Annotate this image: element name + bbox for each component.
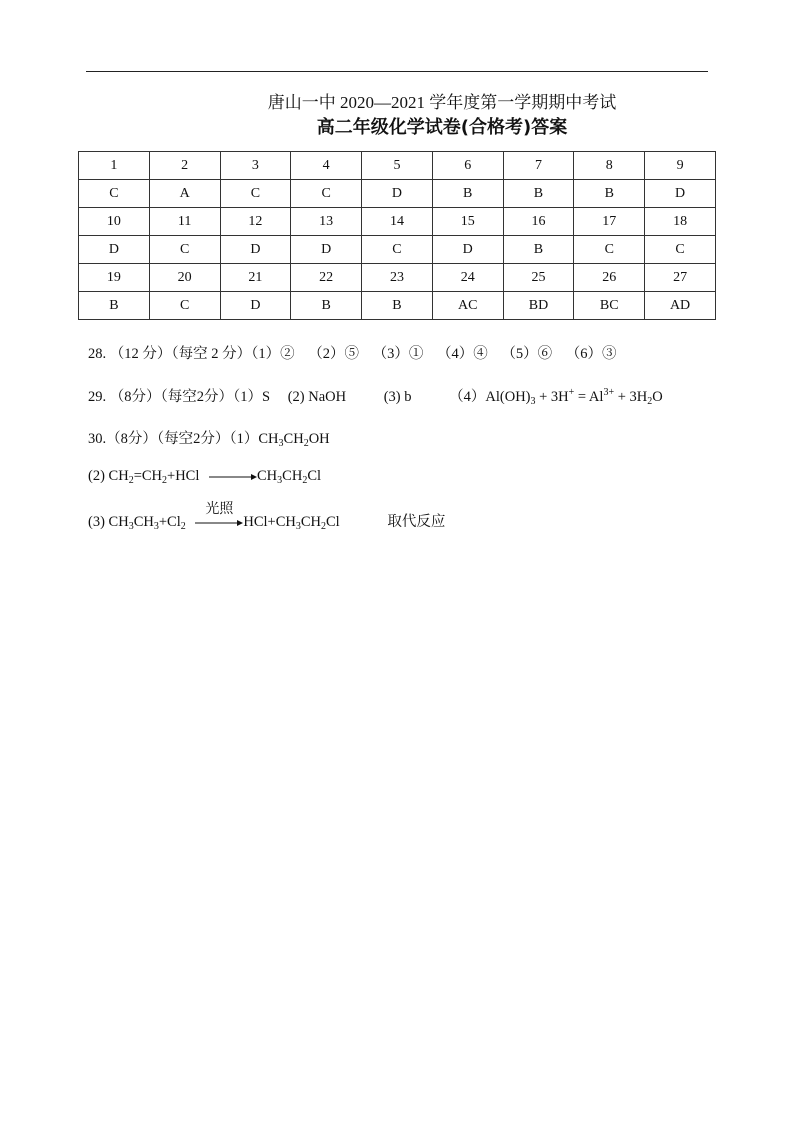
answer-cell: D: [220, 292, 291, 320]
question-number-cell: 22: [291, 264, 362, 292]
answer-title: 高二年级化学试卷(合格考)答案: [316, 117, 568, 138]
question-number-cell: 8: [574, 152, 645, 180]
question-number-cell: 27: [645, 264, 716, 292]
answer-cell: AC: [432, 292, 503, 320]
answer-cell: D: [291, 236, 362, 264]
answer-cell: AD: [645, 292, 716, 320]
q30-part-2: (2) $CH_2=CH_2+HCl$ $CH_3CH_2Cl$: [88, 468, 322, 486]
question-number-cell: 17: [574, 208, 645, 236]
question-number-cell: 26: [574, 264, 645, 292]
question-number-cell: 15: [432, 208, 503, 236]
question-number-cell: 10: [79, 208, 150, 236]
answer-cell: A: [149, 180, 220, 208]
question-number-cell: 6: [432, 152, 503, 180]
header-rule: [86, 71, 708, 72]
q29-part-4: $(4)Al(OH)_3 + 3H^+ = Al^{3+} + 3H_2O$: [449, 387, 663, 407]
q30-part-1: $(1)CH_3CH_2OH$: [229, 431, 330, 449]
q28-part-6: （6）③: [565, 346, 617, 362]
answer-cell: D: [432, 236, 503, 264]
question-number-row: [79, 208, 716, 236]
answer-cell: C: [149, 236, 220, 264]
q30-label: 30.: [88, 431, 107, 447]
q28-score: （12 分）（每空 2 分）: [109, 346, 252, 362]
answer-cell: D: [79, 236, 150, 264]
answer-row: [79, 180, 716, 208]
question-number-cell: 3: [220, 152, 291, 180]
question-number-cell: 19: [79, 264, 150, 292]
question-number-cell: 21: [220, 264, 291, 292]
answer-cell: B: [362, 292, 433, 320]
question-number-cell: 9: [645, 152, 716, 180]
question-number-cell: 14: [362, 208, 433, 236]
answer-cell: B: [291, 292, 362, 320]
question-number-cell: 24: [432, 264, 503, 292]
answer-row: [79, 292, 716, 320]
q30-part-3: (3) $CH_3CH_3+Cl_2$ 光照 $HCl+CH_3CH_2Cl$ 取代反应: [88, 510, 445, 532]
answer-cell: B: [503, 236, 574, 264]
answer-cell: C: [220, 180, 291, 208]
answer-cell: C: [574, 236, 645, 264]
question-number-cell: 25: [503, 264, 574, 292]
reaction-condition: 光照: [205, 501, 234, 517]
answer-cell: C: [362, 236, 433, 264]
reaction-arrow-icon: [193, 501, 243, 530]
answer-cell: B: [79, 292, 150, 320]
q29-part-3: (3) b: [383, 389, 412, 405]
exam-title: 唐山一中 2020—2021 学年度第一学期期中考试: [267, 93, 617, 112]
question-number-row: [79, 152, 716, 180]
answer-cell: BD: [503, 292, 574, 320]
reaction-type: 取代反应: [387, 514, 446, 530]
q28-part-2: （2）⑤: [308, 346, 359, 362]
question-number-cell: 5: [362, 152, 433, 180]
answer-cell: C: [291, 180, 362, 208]
question-number-cell: 11: [149, 208, 220, 236]
q29-score: （8分）（每空2分）: [109, 389, 233, 405]
q29-answer: [88, 385, 663, 407]
question-number-cell: 2: [149, 152, 220, 180]
question-number-cell: 12: [220, 208, 291, 236]
answer-cell: BC: [574, 292, 645, 320]
answer-cell: C: [79, 180, 150, 208]
answer-cell: B: [432, 180, 503, 208]
answer-cell: D: [220, 236, 291, 264]
question-number-cell: 23: [362, 264, 433, 292]
question-number-cell: 18: [645, 208, 716, 236]
question-number-row: [79, 264, 716, 292]
answer-cell: C: [645, 236, 716, 264]
q28-part-1: （1）②: [251, 346, 295, 362]
answer-cell: C: [149, 292, 220, 320]
answer-cell: D: [362, 180, 433, 208]
question-number-cell: 4: [291, 152, 362, 180]
answer-cell: B: [503, 180, 574, 208]
q29-label: 29.: [88, 389, 107, 405]
q28-part-3: （3）①: [372, 346, 424, 362]
question-number-cell: 13: [291, 208, 362, 236]
question-number-cell: 16: [503, 208, 574, 236]
answer-row: [79, 236, 716, 264]
q29-part-2: (2) NaOH: [287, 389, 347, 405]
q28-part-5: （5）⑥: [501, 346, 553, 362]
q28-label: 28.: [88, 346, 107, 362]
answer-table: [78, 151, 716, 320]
question-number-cell: 1: [79, 152, 150, 180]
answer-cell: B: [574, 180, 645, 208]
q30-score: （8分）（每空2分）: [106, 431, 230, 447]
answer-cell: D: [645, 180, 716, 208]
q29-part-1: （1）S: [233, 389, 271, 405]
question-number-cell: 20: [149, 264, 220, 292]
q30-answer: [88, 427, 330, 449]
question-number-cell: 7: [503, 152, 574, 180]
reaction-arrow-icon: [207, 470, 257, 484]
q28-part-4: （4）④: [437, 346, 488, 362]
q28-answer: [88, 342, 617, 363]
